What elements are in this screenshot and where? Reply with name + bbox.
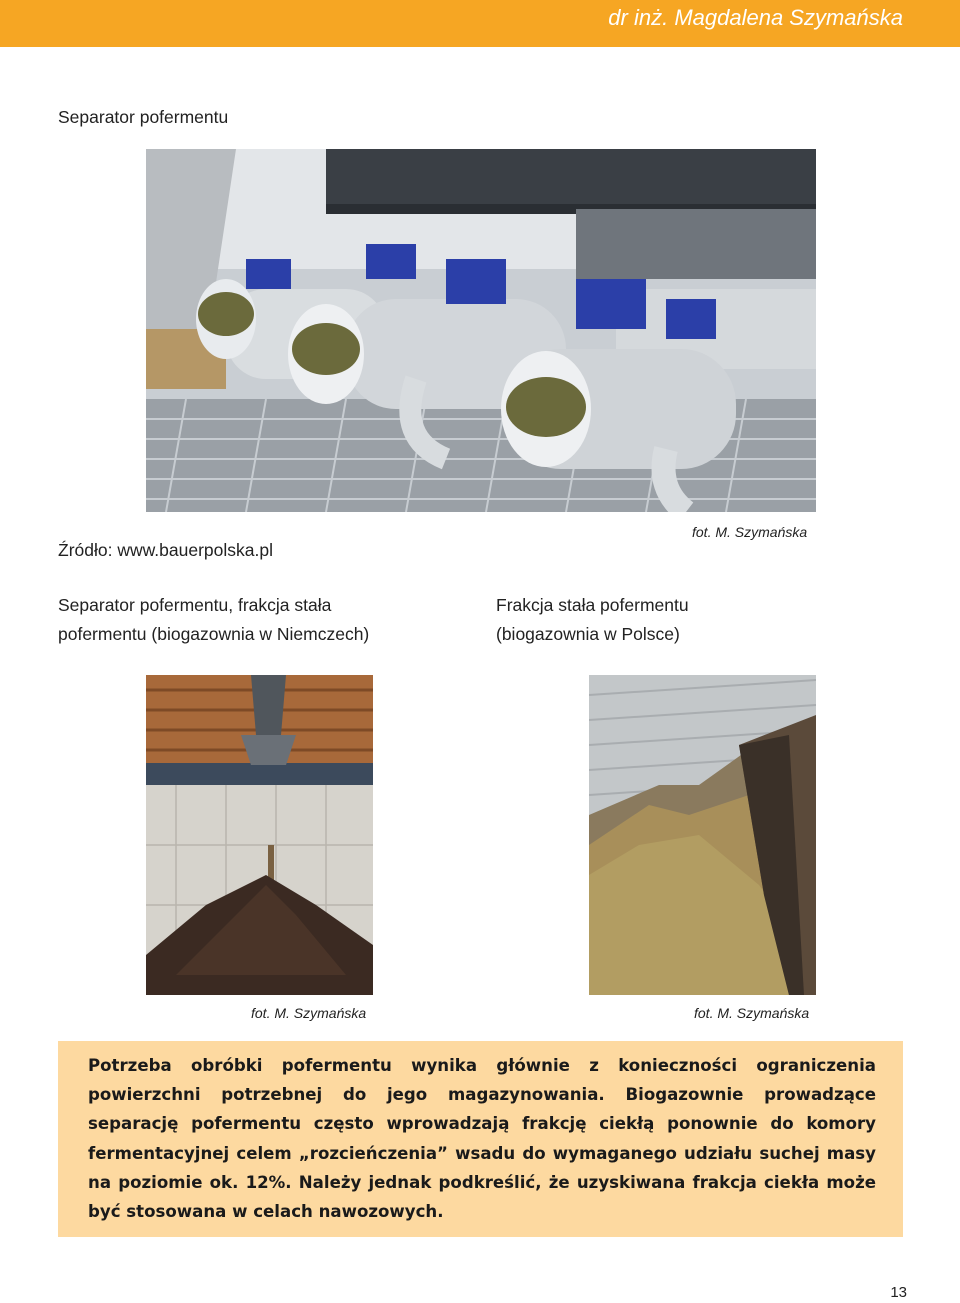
- note-text: Potrzeba obróbki pofermentu wynika głównie z konieczności ograniczenia powierzchni potrzebnej do jego magazynowania. Biogazownie prowadzące separację pofermentu często wprowadzają frakcję ciekłą ponownie do komory fermentacyjnej celem „rozcieńczenia” wsadu do wymaganego udziału suchej masy na poziomie ok. 12%. Należy jednak podkreślić, że uzyskiwana frakcja ciekła może być stosowana w celach nawozowych.: [88, 1056, 876, 1222]
- header-bar: [0, 0, 960, 47]
- figure3-caption: [496, 591, 689, 649]
- figure1-source: Źródło: www.bauerpolska.pl: [58, 540, 273, 560]
- header-author: dr inż. Magdalena Szymańska: [608, 5, 903, 30]
- figure1-credit: fot. M. Szymańska: [692, 524, 808, 540]
- figure2-credit: fot. M. Szymańska: [251, 1005, 367, 1021]
- separator-photo: [146, 149, 816, 512]
- figure2-caption-line2: pofermentu (biogazownia w Niemczech): [58, 624, 370, 644]
- figure3-credit: fot. M. Szymańska: [694, 1005, 810, 1021]
- page-number: 13: [890, 1284, 907, 1301]
- figure3-caption-line1: Frakcja stała pofermentu: [496, 595, 689, 615]
- solid-fraction-poland-photo: [589, 675, 816, 995]
- note-box: [58, 1041, 903, 1237]
- figure1-title: Separator pofermentu: [58, 107, 229, 127]
- figure2-caption: [58, 591, 369, 649]
- figure3-caption-line2: (biogazownia w Polsce): [496, 624, 680, 644]
- solid-fraction-germany-photo: [146, 675, 373, 995]
- figure2-caption-line1: Separator pofermentu, frakcja stała: [58, 595, 332, 615]
